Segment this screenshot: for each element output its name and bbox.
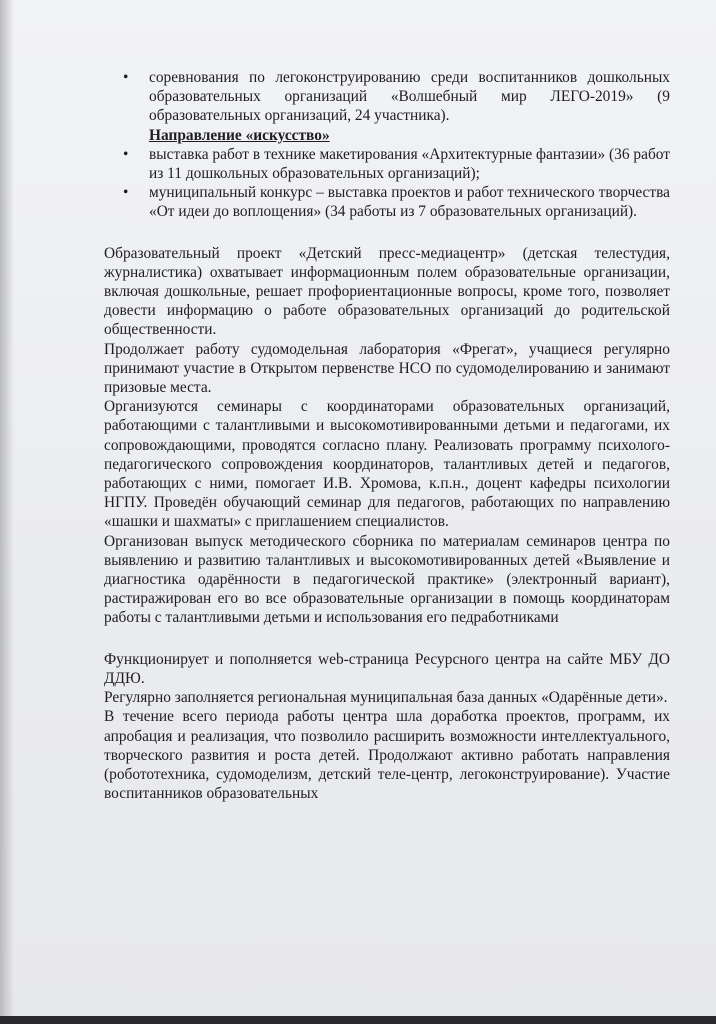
scan-left-shadow <box>0 0 14 1024</box>
bullet-list-lego <box>104 68 670 126</box>
list-item: • муниципальный конкурс – выставка проектов и работ технического творчества «От идеи до воплощения» (34 работы из 7 образовательных организаций). <box>149 183 670 221</box>
paragraph-web-page: Функционирует и пополняется web-страница Ресурсного центра на сайте МБУ ДО ДДЮ. <box>104 650 670 687</box>
spacer <box>104 628 670 650</box>
section-heading-art: Направление «искусство» <box>149 126 330 144</box>
spacer <box>104 222 670 244</box>
paragraph-methodical-collection: Организован выпуск методического сборника по материалам семинаров центра по выявлению и развитию талантливых и высокомотивированных детей «Выявление и диагностика одарённости в педагогической практике» (электронный вариант), растиражирован его во все образовательные организации в помощь координаторам работы с талантливыми детьми и использования его педработниками <box>104 532 670 627</box>
paragraph-ship-lab: Продолжает работу судомодельная лаборатория «Фрегат», учащиеся регулярно принимают участие в Открытом первенстве НСО по судомоделированию и занимают призовые места. <box>104 340 670 397</box>
paragraph-seminars: Организуются семинары с координаторами образовательных организаций, работающими с талантливыми и высокомотивированными детьми и педагогами, их сопровождающими, проводятся согласно плану. Реализовать программу психолого-педагогического сопровождения координаторов, талантливых детей и педагогов, работающих с ними, помогает И.В. Хромова, к.п.н., доцент кафедры психологии НГПУ. Проведён обучающий семинар для педагогов, работающих по направлению «шашки и шахматы» с приглашением специалистов. <box>104 398 670 531</box>
paragraph-development: В течение всего периода работы центра шла доработка проектов, программ, их апробация и реализация, что позволило расширить возможности интеллектуального, творческого развития и роста детей. Продолжают активно работать направления (робототехника, судомоделизм, детский теле-центр, легоконструирование). Участие воспитанников образовательных <box>104 708 670 803</box>
bullet-list-art <box>104 145 670 222</box>
list-item: • выставка работ в технике макетирования «Архитектурные фантазии» (36 работ из 11 дошкольных образовательных организаций); <box>149 145 670 183</box>
list-item: • соревнования по легоконструированию среди воспитанников дошкольных образовательных организаций «Волшебный мир ЛЕГО-2019» (9 образовательных организаций, 24 участника). <box>149 68 670 126</box>
document-body <box>104 68 670 803</box>
paragraph-database: Регулярно заполняется региональная муниципальная база данных «Одарённые дети». <box>104 689 668 707</box>
paragraph-press-center: Образовательный проект «Детский пресс-медиацентр» (детская телестудия, журналистика) охватывает информационным полем образовательные организации, включая дошкольные, решает профориентационные вопросы, кроме того, позволяет довести информацию о работе образовательных организаций до родительской общественности. <box>104 244 670 339</box>
scan-bottom-edge <box>0 1016 716 1024</box>
